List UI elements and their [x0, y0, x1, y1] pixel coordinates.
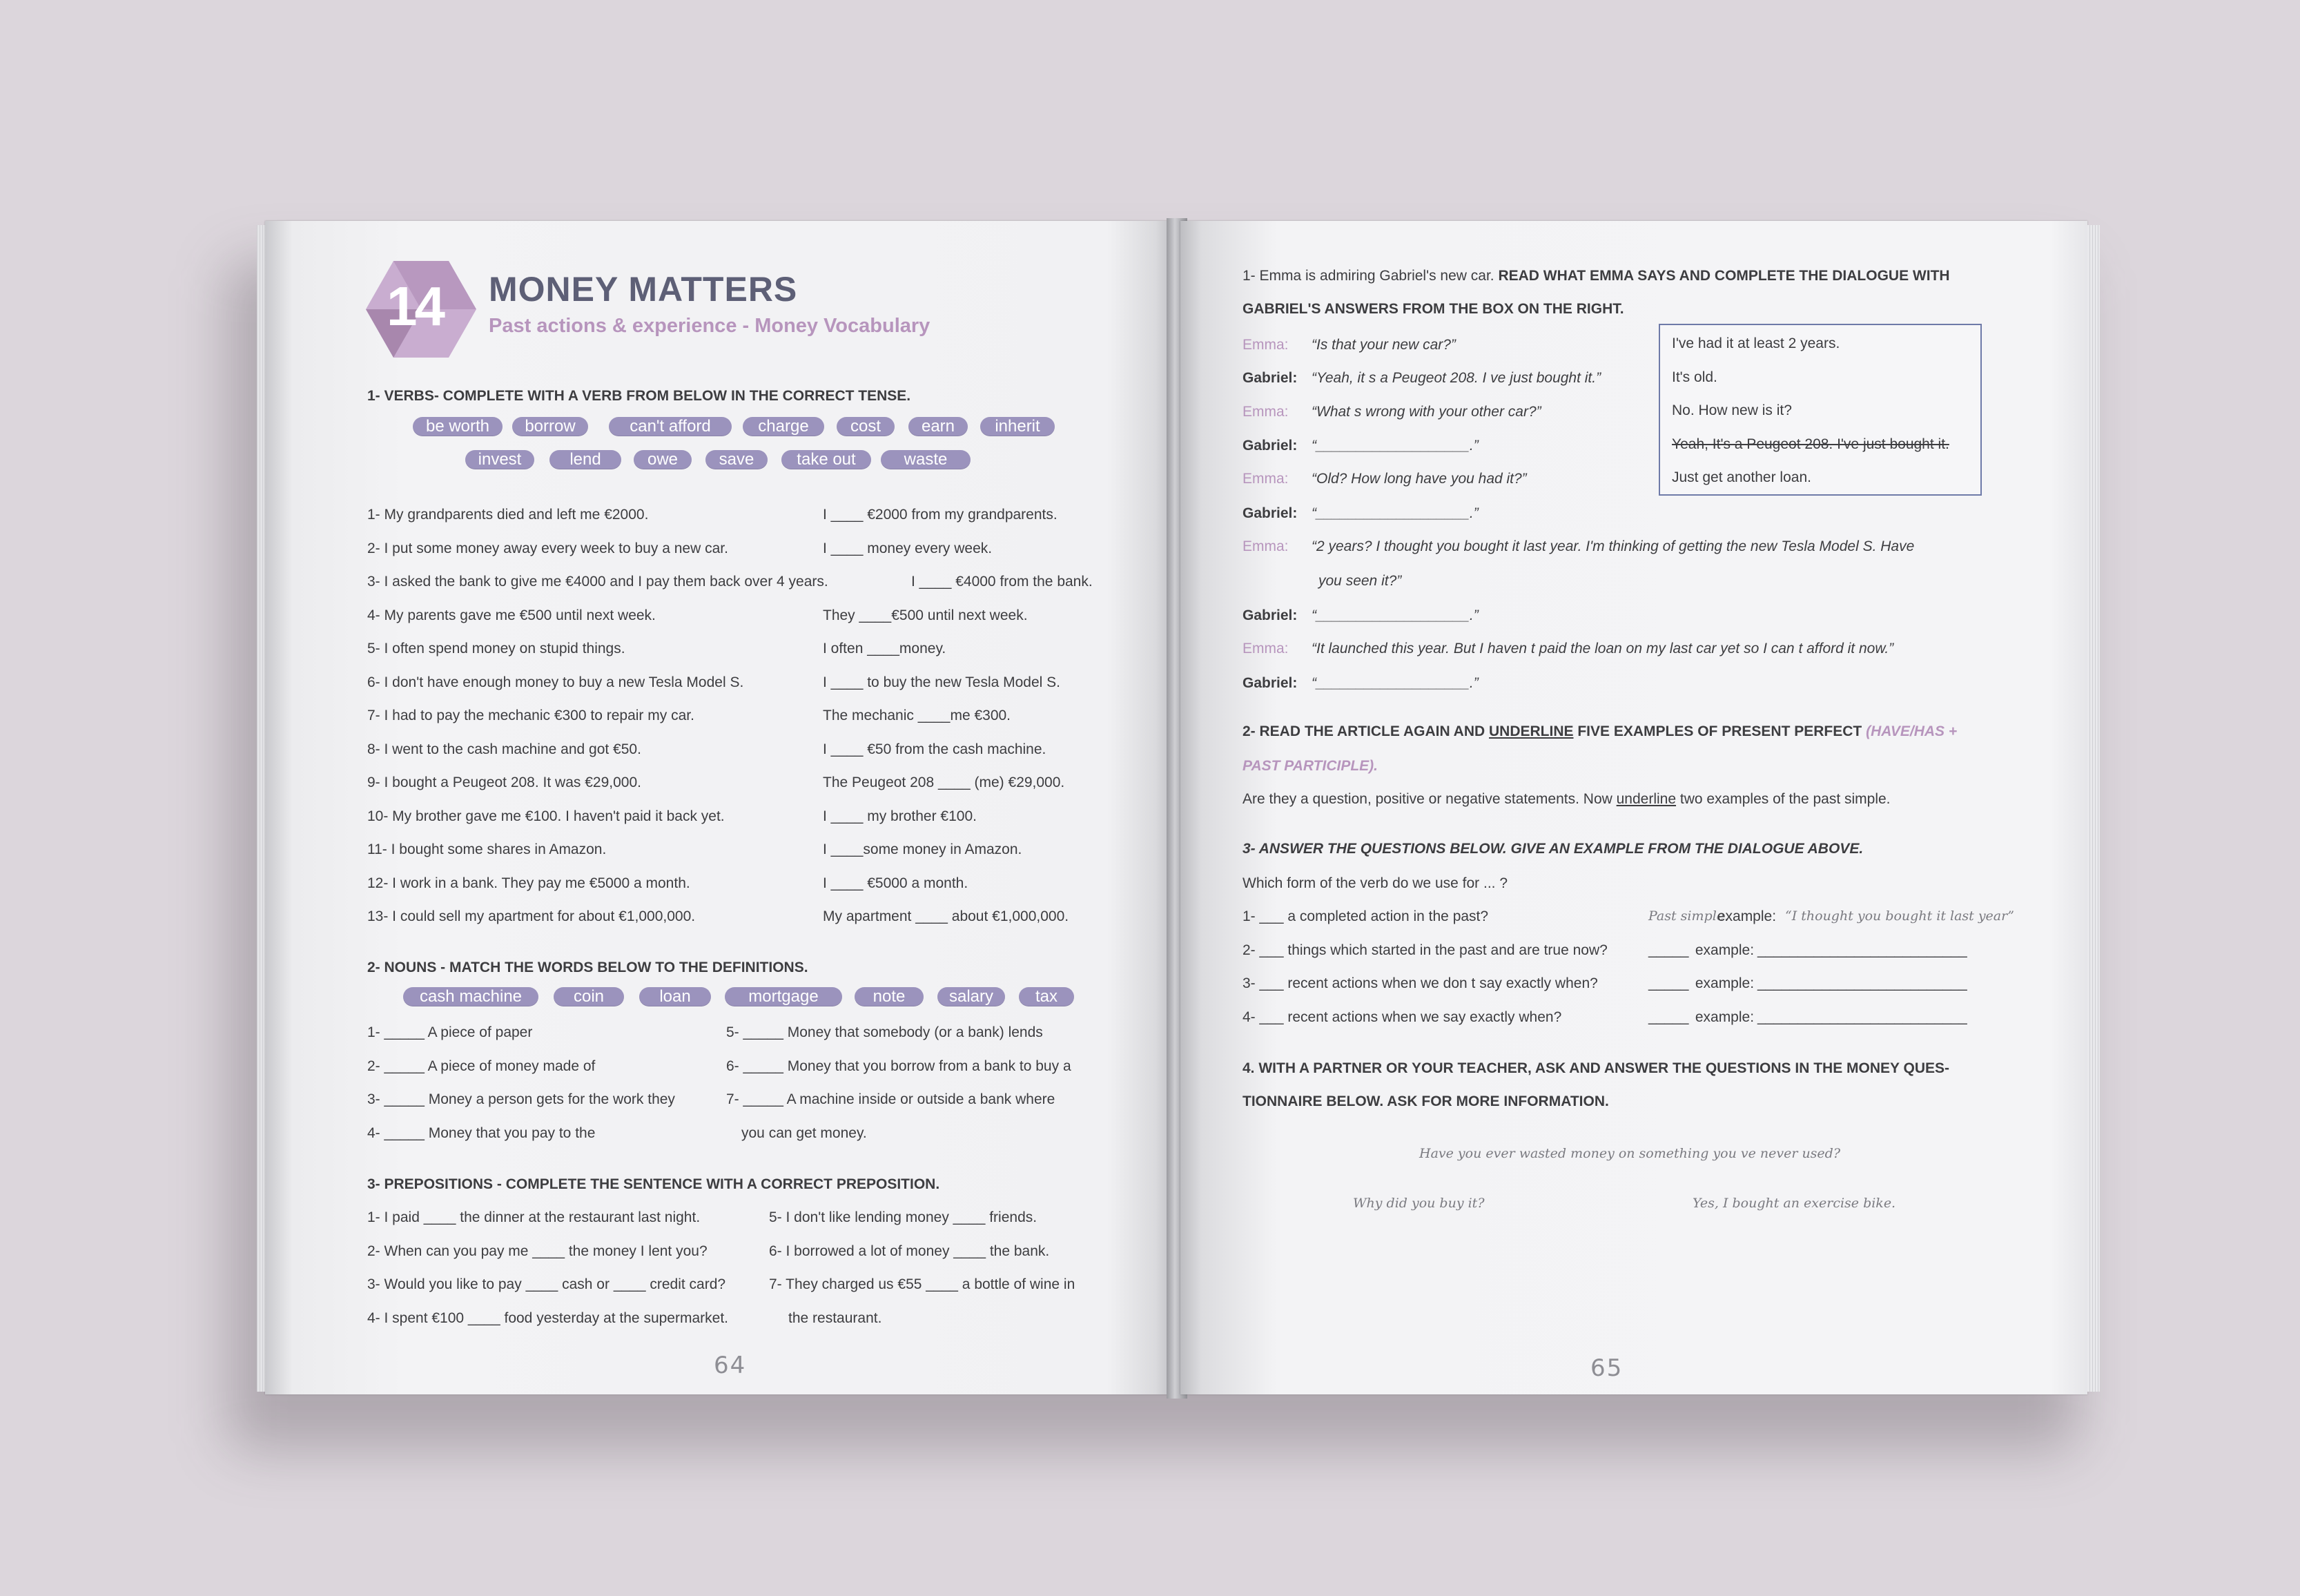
verb-pill: waste — [881, 450, 971, 469]
verb-sentence: 7- I had to pay the mechanic €300 to repair my car. — [367, 708, 694, 723]
verb-pill: save — [705, 450, 768, 469]
verb-pill: lend — [549, 450, 621, 469]
verb-answer-line: My apartment ____ about €1,000,000. — [823, 908, 1069, 924]
dialogue-speaker: Gabriel: — [1242, 370, 1298, 386]
dialogue-line: “___________________.” — [1312, 505, 1479, 521]
ex3-example-answer: __________________________ — [1757, 975, 1967, 991]
ex3-question-line: 4- ___ recent actions when we say exactly when? — [1242, 1009, 1562, 1025]
verb-answer-line: I often ____money. — [823, 641, 946, 656]
dialogue-line: “What s wrong with your other car?” — [1312, 404, 1541, 420]
ex2-line — [1242, 791, 1891, 808]
verb-sentence: 3- I asked the bank to give me €4000 and I pay them back over 4 years. — [367, 574, 828, 590]
verb-sentence: 10- My brother gave me €100. I haven't paid it back yet. — [367, 808, 725, 824]
verb-answer-line: The Peugeot 208 ____ (me) €29,000. — [823, 775, 1065, 790]
ex3-question-line: 1- ___ a completed action in the past? — [1242, 908, 1489, 924]
unit-number: 14 — [387, 275, 442, 337]
answer-option: No. How new is it? — [1672, 402, 1792, 418]
noun-pill: coin — [554, 987, 624, 1006]
ex4-heading-2: TIONNAIRE BELOW. ASK FOR MORE INFORMATION. — [1242, 1093, 1609, 1109]
verb-pill: be worth — [413, 417, 503, 436]
verb-answer-line: I ____ €50 from the cash machine. — [823, 741, 1046, 757]
dialogue-line: “It launched this year. But I haven t paid the loan on my last car yet so I can t afford it now.” — [1312, 641, 1894, 656]
ex3-question-line: 3- ___ recent actions when we don t say exactly when? — [1242, 975, 1598, 991]
verb-pill: borrow — [512, 417, 588, 436]
ex3-verb-form: _____ — [1648, 1009, 1689, 1025]
ex3-verb-form: _____ — [1648, 975, 1689, 991]
page-number-64: 64 — [714, 1352, 747, 1379]
ex1-intro: 1- Emma is admiring Gabriel's new car. — [1242, 268, 1499, 284]
verb-answer-line: They ____€500 until next week. — [823, 607, 1028, 623]
ex1-heading — [1242, 268, 1950, 284]
noun-pill: salary — [937, 987, 1005, 1006]
ex1-instruction-2: GABRIEL'S ANSWERS FROM THE BOX ON THE RIGHT. — [1242, 301, 1624, 317]
page-number-65: 65 — [1590, 1354, 1624, 1382]
answer-option: It's old. — [1672, 369, 1717, 385]
ex2-line-a: Are they a question, positive or negative statements. Now — [1242, 791, 1617, 807]
verb-sentence: 6- I don't have enough money to buy a new Tesla Model S. — [367, 674, 744, 690]
ex3-example-answer: __________________________ — [1757, 942, 1967, 958]
verbs-heading: 1- VERBS- COMPLETE WITH A VERB FROM BELOW IN THE CORRECT TENSE. — [367, 388, 911, 404]
dialogue-speaker: Emma: — [1242, 471, 1289, 487]
ex2-formula-2: PAST PARTICIPLE). — [1242, 758, 1378, 774]
ex2-text-a: 2- READ THE ARTICLE AGAIN AND — [1242, 723, 1489, 739]
ex3-example-answer: __________________________ — [1757, 1009, 1967, 1025]
dialogue-line: “Yeah, it s a Peugeot 208. I ve just bought it.” — [1312, 370, 1601, 386]
unit-subtitle: Past actions & experience - Money Vocabulary — [489, 315, 930, 337]
dialogue-line: “Is that your new car?” — [1312, 337, 1456, 353]
noun-pill: note — [855, 987, 924, 1006]
dialogue-speaker: Gabriel: — [1242, 675, 1298, 691]
ex2-heading — [1242, 723, 1957, 740]
noun-definition: 6- _____ Money that you borrow from a bank to buy a — [726, 1058, 1071, 1074]
ex4-heading-1: 4. WITH A PARTNER OR YOUR TEACHER, ASK AND ANSWER THE QUESTIONS IN THE MONEY QUES- — [1242, 1060, 1950, 1076]
preposition-sentence: 7- They charged us €55 ____ a bottle of wine in — [769, 1276, 1075, 1292]
dialogue-line: “2 years? I thought you bought it last year. I'm thinking of getting the new Tesla Model S. Have — [1312, 538, 1915, 554]
ex3-example-label: example: — [1713, 908, 1780, 924]
verb-pill: invest — [465, 450, 534, 469]
verb-answer-line: I ____ €5000 a month. — [823, 875, 968, 891]
preposition-sentence: the restaurant. — [788, 1310, 882, 1326]
noun-pill: cash machine — [403, 987, 538, 1006]
noun-definition: 1- _____ A piece of paper — [367, 1024, 533, 1040]
verb-sentence: 4- My parents gave me €500 until next week. — [367, 607, 656, 623]
noun-definition: 5- _____ Money that somebody (or a bank) lends — [726, 1024, 1043, 1040]
preposition-sentence: 2- When can you pay me ____ the money I lent you? — [367, 1243, 708, 1259]
dialogue-speaker: Gabriel: — [1242, 438, 1298, 454]
preposition-sentence: 6- I borrowed a lot of money ____ the bank. — [769, 1243, 1050, 1259]
verb-pill: take out — [781, 450, 871, 469]
ex2-underline-word: UNDERLINE — [1489, 723, 1574, 739]
answer-option: Just get another loan. — [1672, 469, 1811, 485]
verb-answer-line: I ____ money every week. — [823, 540, 993, 556]
unit-title: MONEY MATTERS — [489, 270, 798, 309]
verb-pill: earn — [908, 417, 968, 436]
answer-option: Yeah, It's a Peugeot 208. I've just bought it. — [1672, 436, 1949, 452]
verb-sentence: 12- I work in a bank. They pay me €5000 a month. — [367, 875, 690, 891]
ex3-example-label: example: — [1691, 942, 1758, 958]
questionnaire-sample: Have you ever wasted money on something you ve never used? — [1419, 1146, 1841, 1161]
dialogue-speaker: Emma: — [1242, 538, 1289, 554]
preposition-sentence: 3- Would you like to pay ____ cash or ____ credit card? — [367, 1276, 726, 1292]
ex3-example-label: example: — [1691, 1009, 1758, 1025]
verb-answer-line: I ____some money in Amazon. — [823, 841, 1022, 857]
verb-pill: owe — [634, 450, 692, 469]
verb-pill: cost — [837, 417, 895, 436]
preposition-sentence: 5- I don't like lending money ____ friends. — [769, 1209, 1037, 1225]
dialogue-line: “___________________.” — [1312, 438, 1479, 454]
verb-pill: can't afford — [609, 417, 732, 436]
noun-definition: 3- _____ Money a person gets for the work they — [367, 1091, 675, 1107]
ex2-line-underline: underline — [1616, 791, 1677, 807]
ex3-verb-form: Past simple. — [1648, 908, 1729, 924]
verb-answer-line: I ____ to buy the new Tesla Model S. — [823, 674, 1060, 690]
verb-sentence: 2- I put some money away every week to buy a new car. — [367, 540, 728, 556]
dialogue-speaker: Emma: — [1242, 404, 1289, 420]
noun-pill: loan — [639, 987, 711, 1006]
ex3-example-answer: “I thought you bought it last year” — [1785, 908, 2014, 924]
ex3-heading: 3- ANSWER THE QUESTIONS BELOW. GIVE AN EXAMPLE FROM THE DIALOGUE ABOVE. — [1242, 841, 1864, 857]
ex2-line-b: two examples of the past simple. — [1676, 791, 1891, 807]
verb-answer-line: The mechanic ____me €300. — [823, 708, 1011, 723]
right-page-edges — [2087, 225, 2100, 1392]
verb-sentence: 13- I could sell my apartment for about €1,000,000. — [367, 908, 696, 924]
dialogue-line: you seen it?” — [1318, 573, 1402, 589]
verb-answer-line: I ____ €4000 from the bank. — [911, 574, 1093, 590]
ex2-text-b: FIVE EXAMPLES OF PRESENT PERFECT — [1573, 723, 1867, 739]
ex2-formula: (HAVE/HAS + — [1866, 723, 1958, 739]
verb-pill: inherit — [980, 417, 1055, 436]
noun-definition: 2- _____ A piece of money made of — [367, 1058, 596, 1074]
dialogue-speaker: Gabriel: — [1242, 505, 1298, 521]
verb-pill: charge — [743, 417, 824, 436]
questionnaire-why: Why did you buy it? — [1353, 1196, 1485, 1211]
preposition-sentence: 4- I spent €100 ____ food yesterday at the supermarket. — [367, 1310, 728, 1326]
dialogue-line: “___________________.” — [1312, 607, 1479, 623]
prepositions-heading: 3- PREPOSITIONS - COMPLETE THE SENTENCE WITH A CORRECT PREPOSITION. — [367, 1176, 940, 1192]
nouns-heading: 2- NOUNS - MATCH THE WORDS BELOW TO THE DEFINITIONS. — [367, 960, 808, 975]
verb-sentence: 11- I bought some shares in Amazon. — [367, 841, 607, 857]
verb-answer-line: I ____ my brother €100. — [823, 808, 977, 824]
noun-definition: 4- _____ Money that you pay to the — [367, 1125, 596, 1141]
questionnaire-answer: Yes, I bought an exercise bike. — [1693, 1196, 1896, 1211]
noun-definition: 7- _____ A machine inside or outside a bank where — [726, 1091, 1055, 1107]
ex3-verb-form: _____ — [1648, 942, 1689, 958]
ex3-question-line: 2- ___ things which started in the past and are true now? — [1242, 942, 1608, 958]
noun-definition: you can get money. — [741, 1125, 867, 1141]
verb-sentence: 9- I bought a Peugeot 208. It was €29,000. — [367, 775, 641, 790]
dialogue-speaker: Emma: — [1242, 337, 1289, 353]
verb-sentence: 1- My grandparents died and left me €2000. — [367, 507, 649, 523]
dialogue-line: “___________________.” — [1312, 675, 1479, 691]
ex3-question: Which form of the verb do we use for ... ? — [1242, 875, 1508, 891]
preposition-sentence: 1- I paid ____ the dinner at the restaurant last night. — [367, 1209, 701, 1225]
dialogue-line: “Old? How long have you had it?” — [1312, 471, 1527, 487]
noun-pill: mortgage — [725, 987, 842, 1006]
answer-option: I've had it at least 2 years. — [1672, 335, 1840, 351]
verb-answer-line: I ____ €2000 from my grandparents. — [823, 507, 1058, 523]
dialogue-speaker: Gabriel: — [1242, 607, 1298, 623]
dialogue-speaker: Emma: — [1242, 641, 1289, 656]
verb-sentence: 8- I went to the cash machine and got €50. — [367, 741, 641, 757]
verb-sentence: 5- I often spend money on stupid things. — [367, 641, 625, 656]
ex1-instruction: READ WHAT EMMA SAYS AND COMPLETE THE DIALOGUE WITH — [1498, 268, 1950, 284]
ex3-example-label: example: — [1691, 975, 1758, 991]
noun-pill: tax — [1019, 987, 1074, 1006]
